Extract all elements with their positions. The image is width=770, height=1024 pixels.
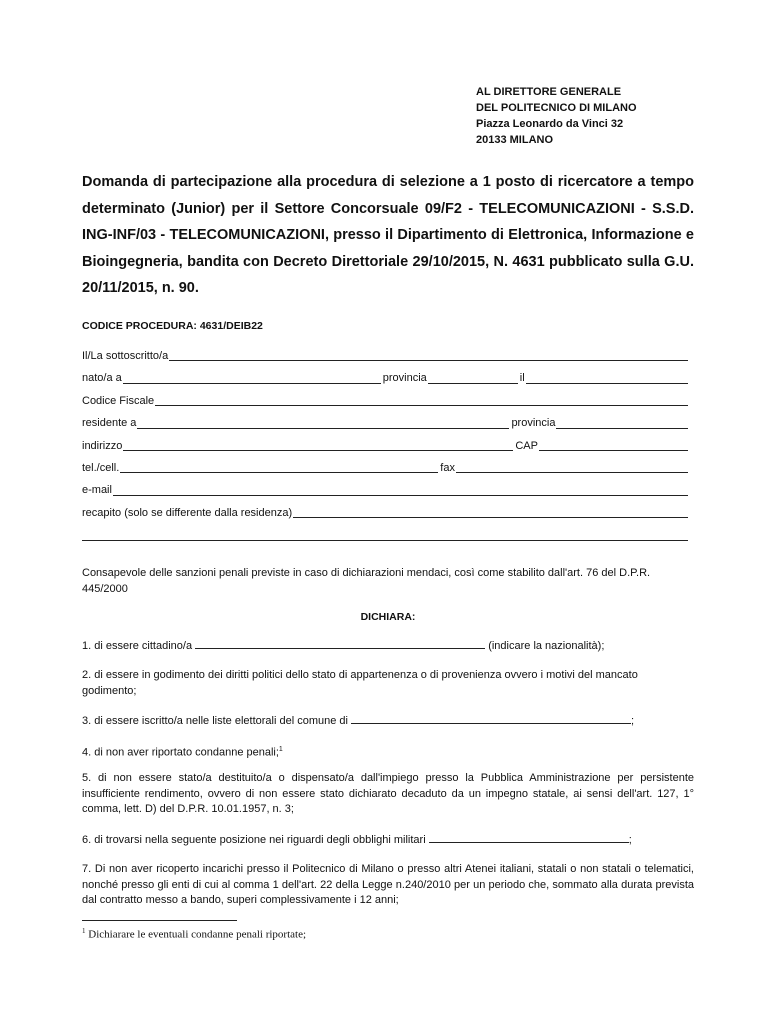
item-6-end: ; (628, 834, 632, 846)
declaration-item-1 (82, 638, 694, 655)
field-sottoscritto (82, 345, 690, 367)
input-nato[interactable] (123, 383, 381, 384)
declaration-item-7: 7. Di non aver ricoperto incarichi presso il Politecnico di Milano o presso altri Atenei italiani, statali o non statali o telematici, nonché presso gli enti di cui al comma 1 dell'art. 22 della Legge n.240/2010 per un periodo che, sommato alla durata prevista dal contratto messo a bando, superi complessivamente i 12 anni; (82, 863, 694, 906)
field-nato (82, 367, 690, 389)
input-sottoscritto[interactable] (169, 360, 688, 361)
item-4-text: 4. di non aver riportato condanne penali; (82, 746, 279, 759)
input-tel[interactable] (120, 472, 438, 473)
input-indirizzo[interactable] (123, 450, 513, 451)
input-residente[interactable] (137, 428, 509, 429)
label-email: e-mail (82, 484, 112, 497)
input-email[interactable] (113, 495, 688, 496)
field-email (82, 479, 690, 501)
address-line-3: Piazza Leonardo da Vinci 32 (476, 118, 624, 130)
input-recapito[interactable] (293, 517, 688, 518)
label-fax: fax (440, 461, 455, 474)
address-line-1: AL DIRETTORE GENERALE (476, 86, 622, 98)
applicant-fields (82, 345, 690, 547)
field-codice-fiscale (82, 390, 690, 412)
document-title: Domanda di partecipazione alla procedura di selezione a 1 posto di ricercatore a tempo determinato (Junior) per il Settore Concorsuale 09/F2 - TELECOMUNICAZIONI - S.S.D. ING-INF/03 - TELECOMUNICAZIONI, presso il Dipartimento di Elettronica, Informazione e Bioingegneria, bandita con Decreto Direttoriale 29/10/2015, N. 4631 pubblicato sulla G.U. 20/11/2015, n. 90. (82, 174, 694, 296)
item-1-text: 1. di essere cittadino/a (82, 640, 193, 652)
footnote-divider (82, 920, 237, 921)
consapevole-paragraph: Consapevole delle sanzioni penali previste in caso di dichiarazioni mendaci, così come stabilito dall'art. 76 del D.P.R. 445/2000 (82, 567, 651, 595)
procedure-code: CODICE PROCEDURA: 4631/DEIB22 (82, 320, 263, 332)
field-indirizzo (82, 435, 690, 457)
input-cap[interactable] (539, 450, 688, 451)
address-line-4: 20133 MILANO (476, 134, 554, 146)
input-nazionalita[interactable] (195, 638, 485, 649)
input-provincia[interactable] (428, 383, 518, 384)
footnote (82, 927, 306, 941)
label-codice-fiscale: Codice Fiscale (82, 394, 155, 407)
footnote-text: Dichiarare le eventuali condanne penali riportate; (88, 928, 307, 941)
declaration-item-3 (82, 713, 694, 730)
dichiara-heading: DICHIARA: (360, 611, 416, 623)
recipient-address (476, 84, 637, 148)
declaration-item-2: 2. di essere in godimento dei diritti politici dello stato di appartenenza o di provenienza ovvero i motivi del mancato godimento; (82, 669, 638, 697)
item-1-hint: (indicare la nazionalità); (488, 640, 605, 652)
label-provincia-residenza: provincia (511, 417, 556, 430)
input-fax[interactable] (456, 472, 688, 473)
input-recapito-line2[interactable] (82, 540, 688, 541)
input-obblighi-militari[interactable] (429, 832, 629, 843)
label-tel: tel./cell. (82, 461, 120, 474)
label-residente: residente a (82, 417, 137, 430)
label-sottoscritto: Il/La sottoscritto/a (82, 349, 169, 362)
field-residente (82, 412, 690, 434)
field-recapito (82, 502, 690, 524)
item-6-text: 6. di trovarsi nella seguente posizione nei riguardi degli obblighi militari (82, 834, 426, 846)
input-codice-fiscale[interactable] (155, 405, 688, 406)
field-recapito-continued (82, 524, 690, 546)
label-il: il (519, 372, 525, 385)
declaration-item-6 (82, 832, 694, 849)
input-data-nascita[interactable] (526, 383, 688, 384)
declaration-item-4 (82, 742, 694, 761)
label-nato: nato/a a (82, 372, 122, 385)
label-provincia: provincia (382, 372, 427, 385)
item-3-text: 3. di essere iscritto/a nelle liste elettorali del comune di (82, 715, 348, 727)
footnote-ref: 1 (278, 746, 283, 753)
label-cap: CAP (515, 439, 538, 452)
item-3-end: ; (631, 715, 635, 727)
declaration-item-5: 5. di non essere stato/a destituito/a o dispensato/a dall'impiego presso la Pubblica Amministrazione per persistente insufficiente rendimento, ovvero di non essere stato dichiarato decaduto da un impegno statale, ai sensi dell'art. 127, 1° comma, lett. D) del D.P.R. 10.01.1957, n. 3; (82, 772, 694, 815)
input-comune-liste[interactable] (351, 713, 631, 724)
address-line-2: DEL POLITECNICO DI MILANO (476, 102, 637, 114)
footnote-number: 1 (82, 927, 86, 935)
label-indirizzo: indirizzo (82, 439, 123, 452)
field-tel (82, 457, 690, 479)
input-provincia-residenza[interactable] (556, 428, 688, 429)
label-recapito: recapito (solo se differente dalla residenza) (82, 506, 293, 519)
